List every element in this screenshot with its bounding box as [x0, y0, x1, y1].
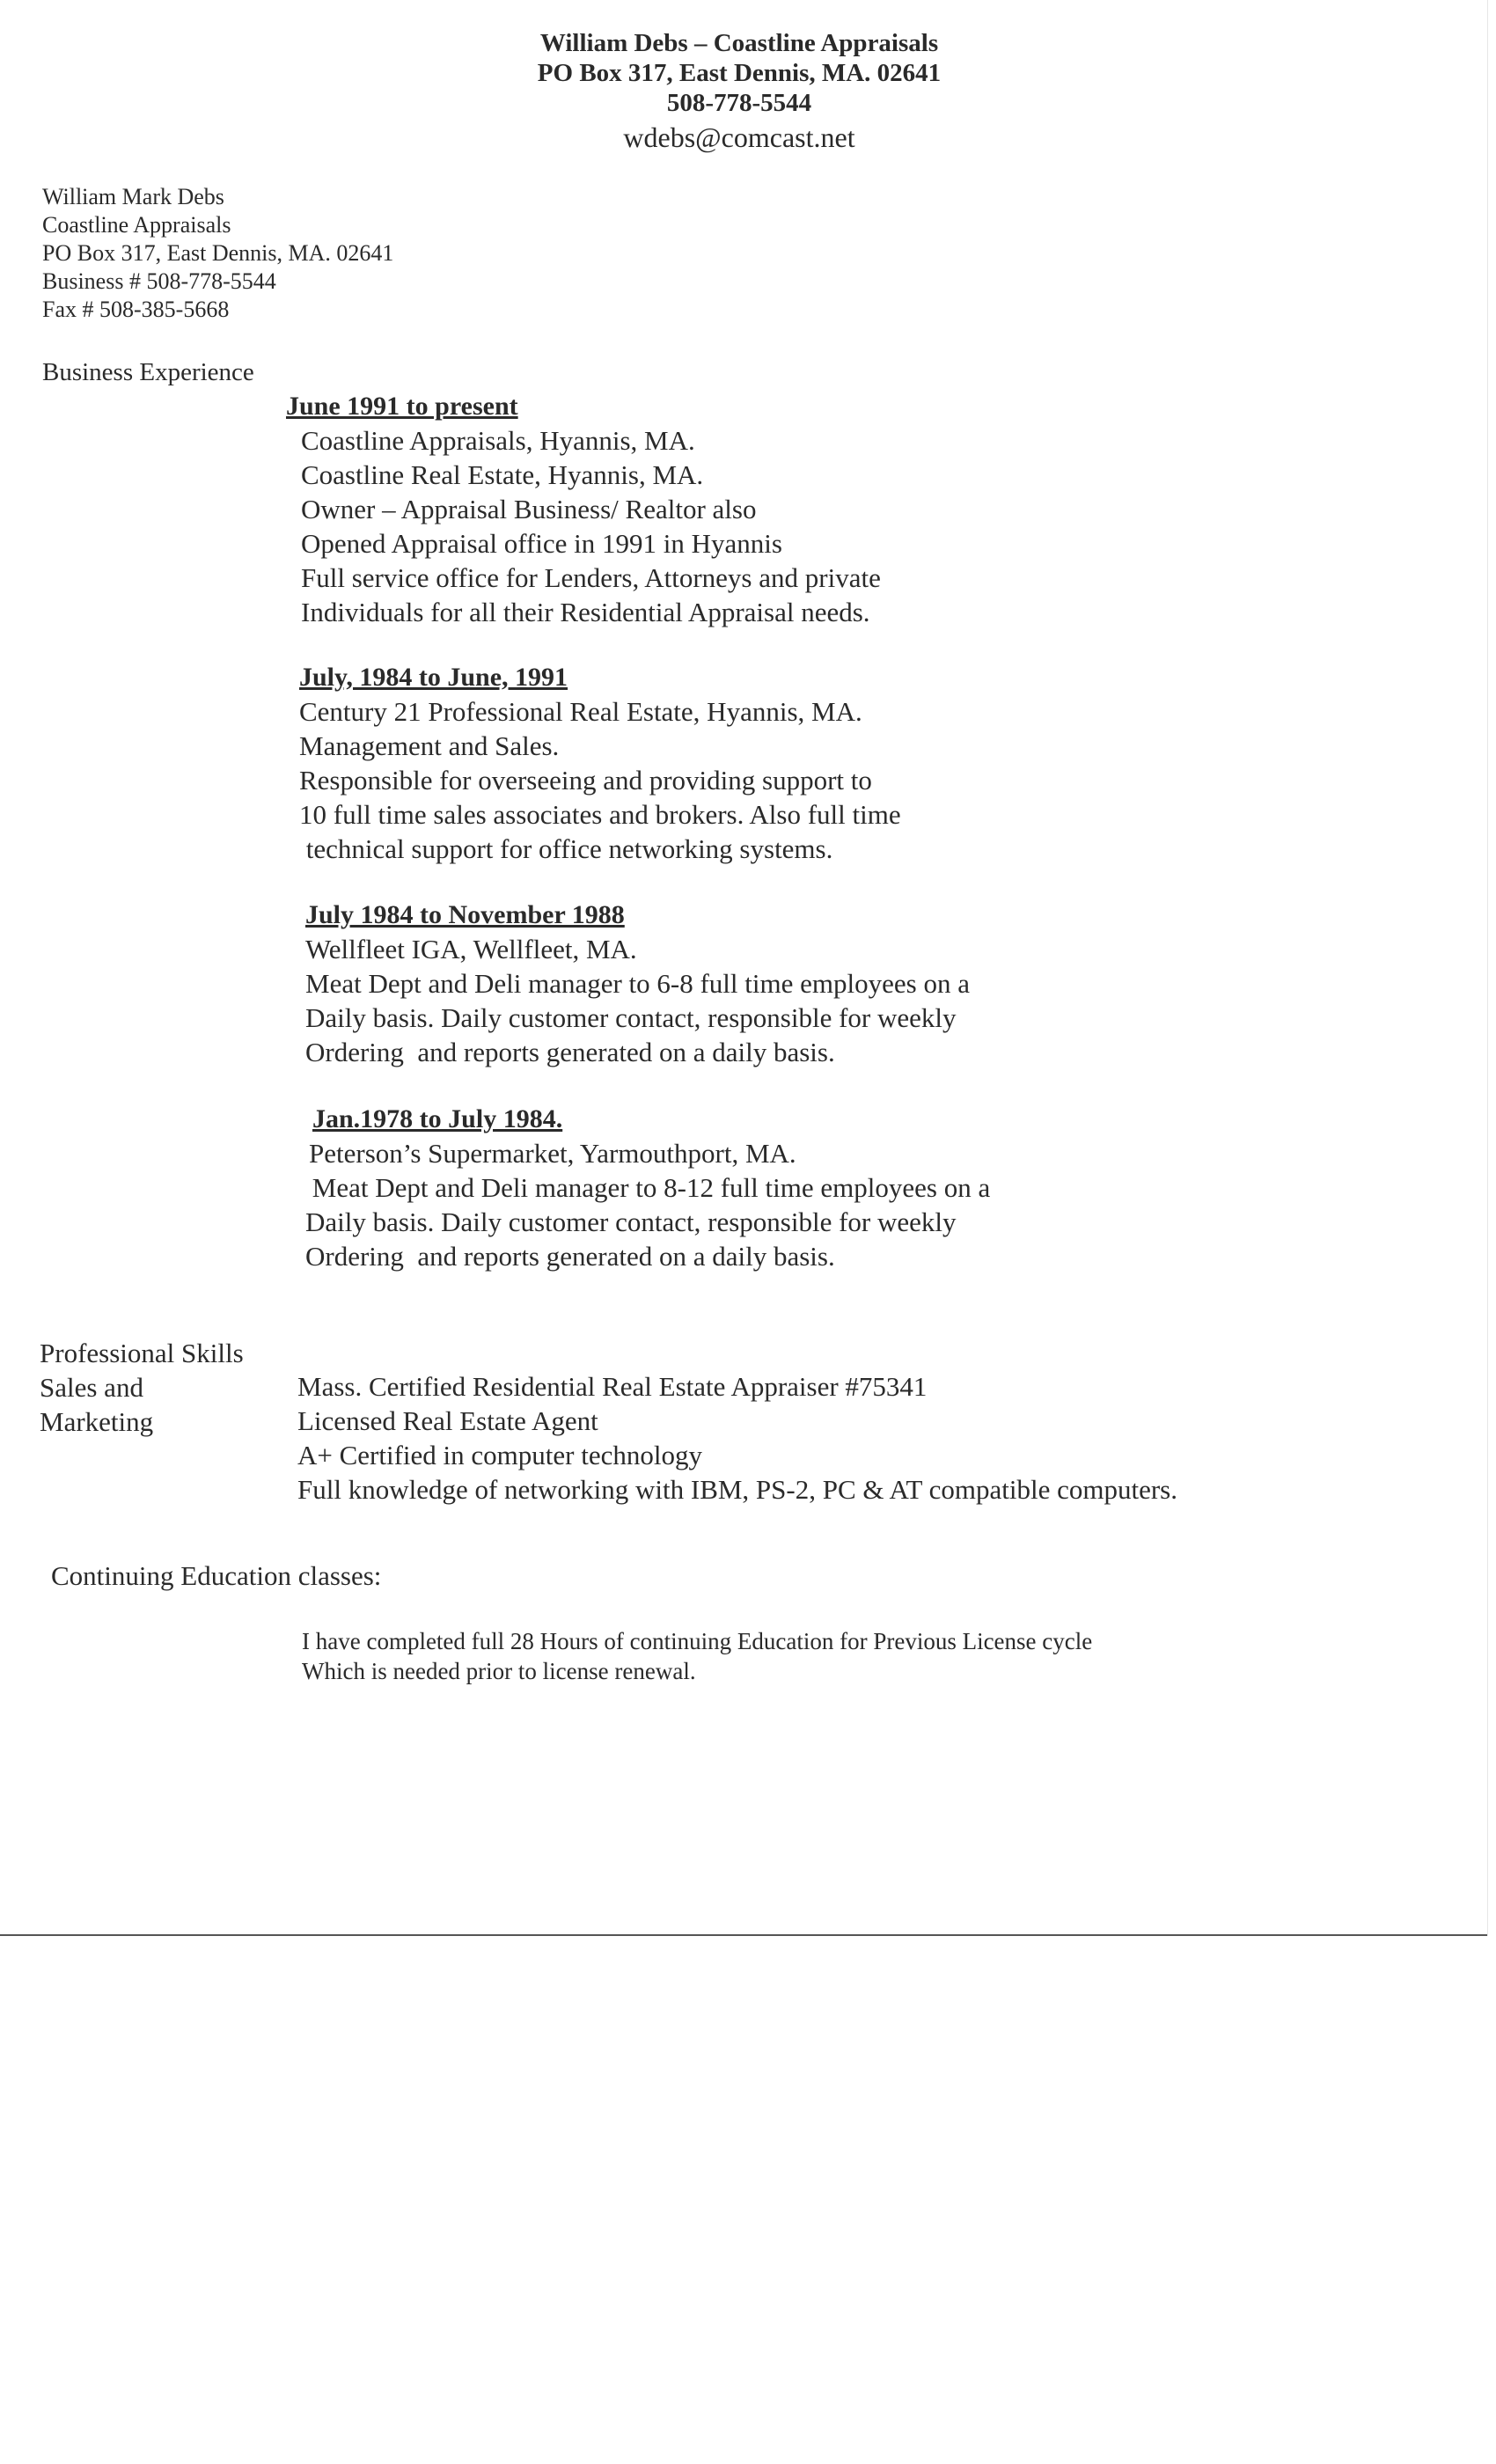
experience-line: Coastline Appraisals, Hyannis, MA. [301, 425, 695, 456]
experience-date: July, 1984 to June, 1991 [299, 663, 568, 692]
experience-line: Responsible for overseeing and providing support to [299, 765, 872, 796]
experience-entry-2 [299, 660, 901, 866]
experience-line: Management and Sales. [299, 730, 560, 761]
experience-line: Meat Dept and Deli manager to 8-12 full time employees on a [305, 1172, 991, 1203]
experience-line: Daily basis. Daily customer contact, responsible for weekly [305, 1002, 957, 1033]
business-experience-heading: Business Experience [42, 358, 254, 386]
header-address: PO Box 317, East Dennis, MA. 02641 [537, 59, 942, 87]
education-text [302, 1626, 1092, 1686]
contact-block [42, 183, 393, 324]
experience-entry-4 [305, 1102, 990, 1273]
experience-line: 10 full time sales associates and brokers. Also full time [299, 799, 901, 830]
skills-list [297, 1369, 1177, 1507]
experience-line: Coastline Real Estate, Hyannis, MA. [301, 459, 704, 490]
skill-item: A+ Certified in computer technology [297, 1440, 702, 1470]
header-phone: 508-778-5544 [666, 89, 812, 117]
experience-line: technical support for office networking systems. [299, 833, 833, 864]
experience-line: Opened Appraisal office in 1991 in Hyannis [301, 528, 782, 559]
experience-line: Century 21 Professional Real Estate, Hyannis, MA. [299, 696, 862, 727]
experience-entry-1 [286, 389, 881, 629]
contact-business-phone: Business # 508-778-5544 [42, 268, 276, 294]
marketing-label: Marketing [40, 1406, 154, 1437]
page-edge [1487, 0, 1488, 1936]
education-line: Which is needed prior to license renewal. [302, 1658, 696, 1684]
education-line: I have completed full 28 Hours of continuing Education for Previous License cycle [302, 1628, 1093, 1654]
professional-skills-heading [40, 1336, 244, 1439]
contact-name: William Mark Debs [42, 184, 224, 209]
header-name-company: William Debs – Coastline Appraisals [539, 29, 939, 57]
sales-and-label: Sales and [40, 1372, 143, 1403]
contact-fax: Fax # 508-385-5668 [42, 297, 230, 322]
experience-line: Ordering and reports generated on a daily basis. [305, 1241, 835, 1272]
page-bottom-rule [0, 1934, 1487, 1936]
contact-address: PO Box 317, East Dennis, MA. 02641 [42, 240, 394, 266]
experience-line: Daily basis. Daily customer contact, responsible for weekly [305, 1206, 957, 1237]
skill-item: Licensed Real Estate Agent [297, 1405, 598, 1436]
experience-line: Full service office for Lenders, Attorneys and private [301, 562, 881, 593]
professional-skills-label: Professional Skills [40, 1338, 244, 1368]
experience-line: Meat Dept and Deli manager to 6-8 full time employees on a [305, 968, 970, 999]
experience-entry-3 [305, 898, 970, 1069]
experience-line: Peterson’s Supermarket, Yarmouthport, MA. [309, 1138, 796, 1169]
letterhead [0, 28, 1478, 155]
contact-company: Coastline Appraisals [42, 212, 231, 238]
experience-line: Wellfleet IGA, Wellfleet, MA. [305, 934, 637, 964]
experience-date: June 1991 to present [286, 392, 518, 421]
experience-line: Owner – Appraisal Business/ Realtor also [301, 494, 757, 524]
experience-date: July 1984 to November 1988 [305, 900, 625, 929]
skill-item: Full knowledge of networking with IBM, PS-2, PC & AT compatible computers. [297, 1474, 1177, 1505]
skill-item: Mass. Certified Residential Real Estate Appraiser #75341 [297, 1371, 928, 1402]
experience-line: Ordering and reports generated on a daily basis. [305, 1037, 835, 1067]
header-email: wdebs@comcast.net [623, 121, 855, 153]
experience-date: Jan.1978 to July 1984. [312, 1104, 563, 1133]
experience-line: Individuals for all their Residential Appraisal needs. [301, 597, 870, 627]
continuing-education-heading: Continuing Education classes: [51, 1560, 382, 1591]
